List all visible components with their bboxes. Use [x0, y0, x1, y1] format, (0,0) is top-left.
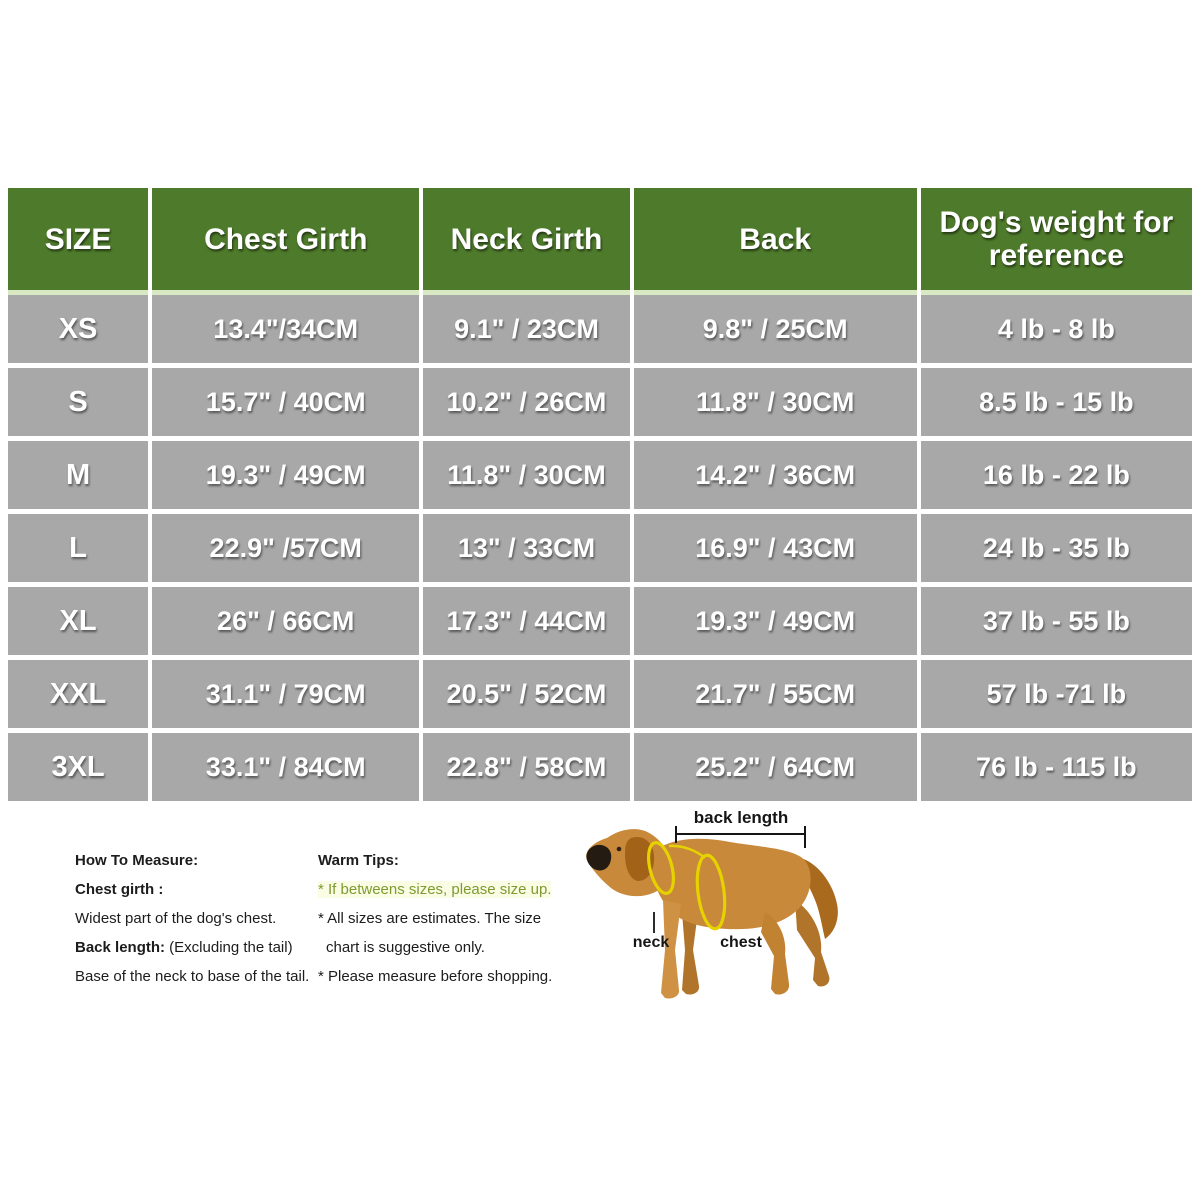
- back-length-desc: Base of the neck to base of the tail.: [75, 968, 310, 985]
- cell-chest: 26" / 66CM: [152, 587, 419, 655]
- header-neck: Neck Girth: [423, 188, 629, 290]
- cell-chest: 33.1" / 84CM: [152, 733, 419, 801]
- cell-weight: 16 lb - 22 lb: [921, 441, 1192, 509]
- how-to-measure-block: [75, 846, 315, 991]
- header-chest: Chest Girth: [152, 188, 419, 290]
- size-table: [8, 188, 1192, 801]
- back-length-line: Back length: (Excluding the tail): [75, 939, 293, 956]
- cell-chest: 19.3" / 49CM: [152, 441, 419, 509]
- cell-back: 21.7" / 55CM: [634, 660, 917, 728]
- chest-girth-desc: Widest part of the dog's chest.: [75, 910, 277, 927]
- cell-size: XXL: [8, 660, 148, 728]
- cell-weight: 24 lb - 35 lb: [921, 514, 1192, 582]
- dog-nose: [586, 845, 611, 871]
- cell-weight: 8.5 lb - 15 lb: [921, 368, 1192, 436]
- cell-chest: 13.4"/34CM: [152, 295, 419, 363]
- cell-back: 19.3" / 49CM: [634, 587, 917, 655]
- cell-neck: 11.8" / 30CM: [423, 441, 629, 509]
- chest-girth-label: Chest girth :: [75, 881, 164, 898]
- cell-size: 3XL: [8, 733, 148, 801]
- cell-neck: 22.8" / 58CM: [423, 733, 629, 801]
- cell-size: XS: [8, 295, 148, 363]
- dog-eye: [617, 847, 622, 852]
- cell-neck: 20.5" / 52CM: [423, 660, 629, 728]
- cell-size: XL: [8, 587, 148, 655]
- cell-chest: 15.7" / 40CM: [152, 368, 419, 436]
- warm-tips-block: [318, 846, 568, 991]
- header-back: Back: [634, 188, 917, 290]
- back-length-label: back length: [693, 808, 789, 827]
- cell-chest: 22.9" /57CM: [152, 514, 419, 582]
- cell-size: S: [8, 368, 148, 436]
- tip-estimates-line2: chart is suggestive only.: [326, 939, 485, 956]
- chest-label: chest: [720, 934, 762, 951]
- cell-size: M: [8, 441, 148, 509]
- dog-illustration: [575, 800, 865, 1020]
- dog-near-rear-leg: [761, 912, 789, 994]
- cell-weight: 57 lb -71 lb: [921, 660, 1192, 728]
- cell-back: 14.2" / 36CM: [634, 441, 917, 509]
- header-size: SIZE: [8, 188, 148, 290]
- cell-back: 9.8" / 25CM: [634, 295, 917, 363]
- cell-neck: 10.2" / 26CM: [423, 368, 629, 436]
- warm-tips-title: Warm Tips:: [318, 852, 399, 869]
- cell-back: 16.9" / 43CM: [634, 514, 917, 582]
- cell-weight: 37 lb - 55 lb: [921, 587, 1192, 655]
- neck-label: neck: [632, 934, 670, 951]
- cell-back: 11.8" / 30CM: [634, 368, 917, 436]
- tip-measure-first: * Please measure before shopping.: [318, 968, 553, 985]
- cell-neck: 17.3" / 44CM: [423, 587, 629, 655]
- cell-neck: 13" / 33CM: [423, 514, 629, 582]
- cell-weight: 76 lb - 115 lb: [921, 733, 1192, 801]
- header-weight: Dog's weight for reference: [921, 188, 1192, 290]
- how-to-measure-title: How To Measure:: [75, 852, 199, 869]
- dog-measurement-diagram: [575, 800, 865, 1020]
- tip-estimates-line1: * All sizes are estimates. The size: [318, 910, 542, 927]
- cell-back: 25.2" / 64CM: [634, 733, 917, 801]
- cell-neck: 9.1" / 23CM: [423, 295, 629, 363]
- cell-size: L: [8, 514, 148, 582]
- cell-weight: 4 lb - 8 lb: [921, 295, 1192, 363]
- cell-chest: 31.1" / 79CM: [152, 660, 419, 728]
- tip-size-up: * If betweens sizes, please size up.: [318, 881, 552, 898]
